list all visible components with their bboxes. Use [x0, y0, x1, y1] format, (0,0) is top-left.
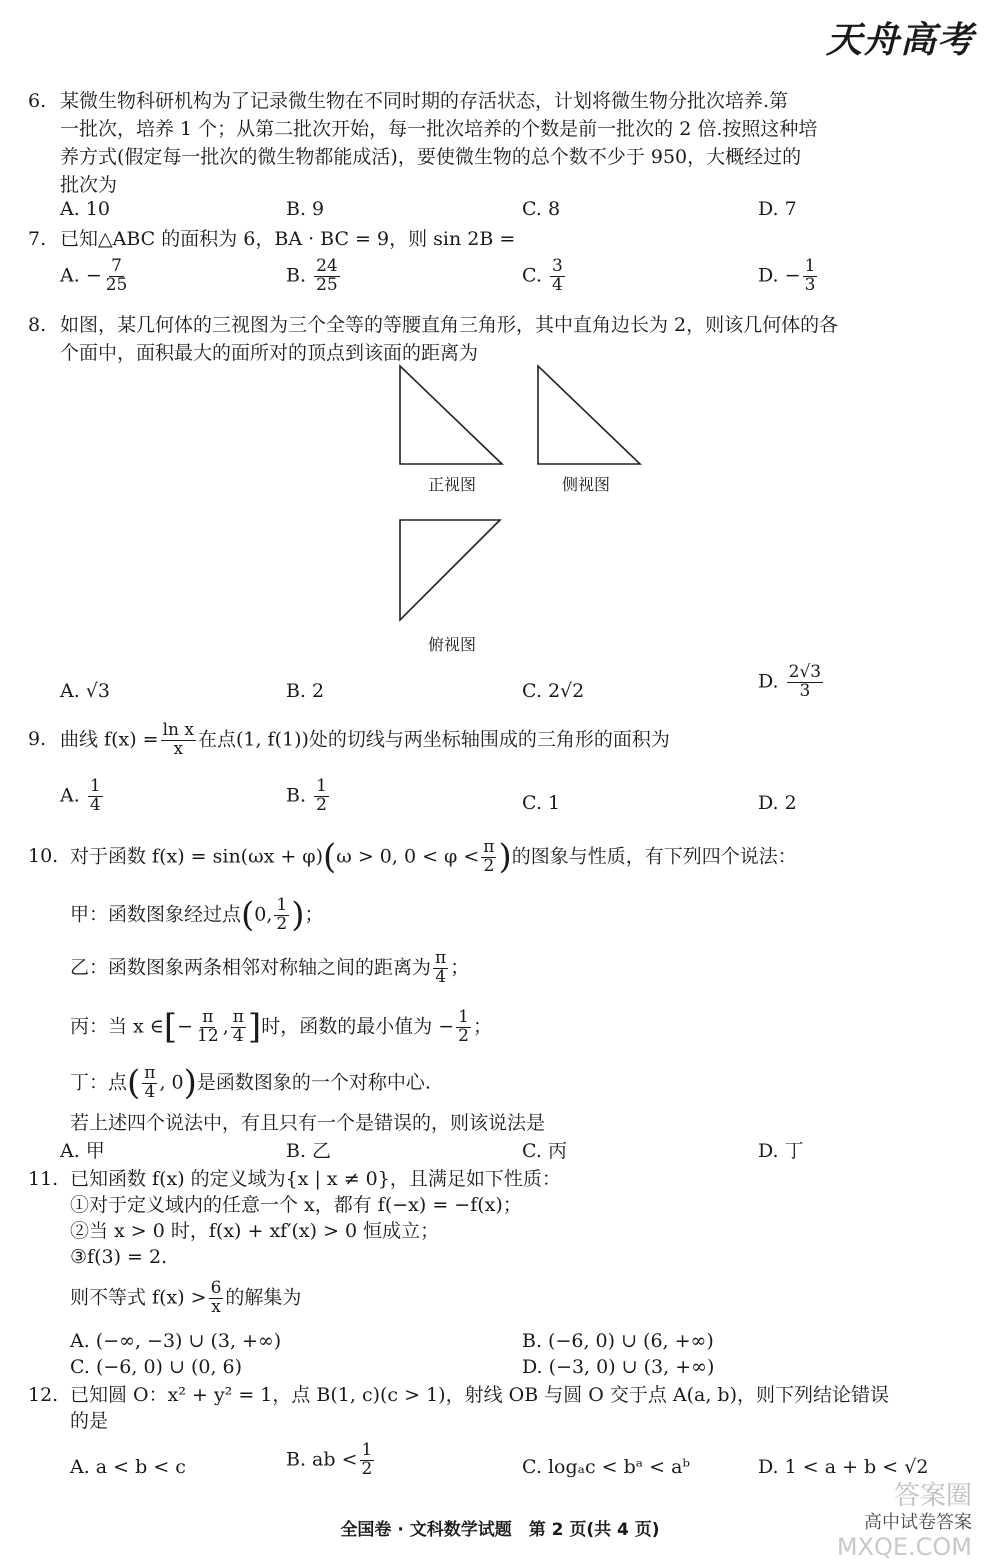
- option-b: B. 2: [286, 680, 325, 702]
- option-a: A. √3: [60, 680, 110, 702]
- question-number: 12.: [28, 1384, 59, 1406]
- fraction: $\frac{\pi}{2}$: [483, 836, 495, 876]
- fraction: $\frac{1}{4}$: [89, 776, 101, 815]
- fraction: $\frac{1}{2}$: [361, 1440, 373, 1479]
- fraction: $\frac{1}{2}$: [316, 776, 327, 815]
- option-b: B. (−6, 0) ∪ (6, +∞): [522, 1330, 714, 1352]
- fraction: $\frac{1}{2}$: [276, 894, 288, 934]
- option-a: A. $\frac{1}{4}$: [60, 776, 101, 815]
- option-d: D. (−3, 0) ∪ (3, +∞): [522, 1356, 715, 1378]
- top-view-triangle: [400, 520, 500, 620]
- question-number: 6.: [28, 90, 47, 112]
- top-view-caption: 俯视图: [428, 635, 477, 654]
- question-text: 某微生物科研机构为了记录微生物在不同时期的存活状态，计划将微生物分批次培养.第: [60, 90, 789, 112]
- fraction: $\frac{\text{ln x}}{x}$: [162, 720, 194, 759]
- watermark-url: MXQE.COM: [836, 1533, 972, 1561]
- option-b: B. ab < $\frac{1}{2}$: [286, 1440, 373, 1479]
- front-view-triangle: [400, 366, 502, 464]
- side-view-caption: 侧视图: [562, 475, 611, 494]
- question-text: 批次为: [60, 174, 118, 196]
- three-view-figure: [390, 360, 650, 660]
- page-footer: 全国卷 · 文科数学试题 第 2 页(共 4 页): [340, 1520, 660, 1540]
- option-c: C. (−6, 0) ∪ (0, 6): [70, 1356, 243, 1378]
- question-text: 的是: [70, 1410, 109, 1432]
- fraction: $\frac{7}{25}$: [105, 256, 128, 295]
- question-text: 个面中，面积最大的面所对的顶点到该面的距离为: [60, 342, 479, 364]
- question-text: 已知函数 f(x) 的定义域为{x | x ≠ 0}，且满足如下性质：: [70, 1168, 561, 1190]
- fraction: $\frac{1}{3}$: [804, 256, 816, 295]
- option-a: A. (−∞, −3) ∪ (3, +∞): [70, 1330, 282, 1352]
- fraction: $\frac{24}{25}$: [316, 256, 338, 295]
- question-number: 7.: [28, 228, 47, 250]
- fraction: $\frac{1}{2}$: [458, 1006, 469, 1046]
- fraction: $\frac{\pi}{4}$: [232, 1006, 244, 1046]
- question-number: 9.: [28, 728, 47, 751]
- option-c: C. $\frac{3}{4}$: [522, 256, 563, 295]
- option-a: A. 甲: [60, 1140, 105, 1162]
- question-text: 若上述四个说法中，有且只有一个是错误的，则该说法是: [70, 1112, 546, 1134]
- question-number: 10.: [28, 845, 59, 868]
- option-b: B. $\frac{1}{2}$: [286, 776, 327, 815]
- property-1: ①对于定义域内的任意一个 x，都有 f(−x) = −f(x)；: [70, 1194, 522, 1216]
- option-d: D. − $\frac{1}{3}$: [758, 256, 816, 295]
- option-c: C. 8: [522, 198, 561, 220]
- fraction: $\frac{2√3}{3}$: [788, 662, 822, 701]
- option-c: C. 2√2: [522, 680, 585, 702]
- statement-ding: 丁：点( $\frac{\pi}{4}$ , 0)是函数图象的一个对称中心.: [70, 1062, 431, 1103]
- option-d: D. $\frac{2√3}{3}$: [758, 662, 822, 701]
- option-a: A. 10: [60, 198, 110, 220]
- option-c: C. logₐc < bᵃ < aᵇ: [522, 1456, 691, 1478]
- option-c: C. 丙: [522, 1140, 567, 1162]
- fraction: $\frac{3}{4}$: [551, 256, 563, 295]
- question-text: 已知圆 O：x² + y² = 1，点 B(1, c)(c > 1)，射线 OB 与圆 O 交于点 A(a, b)，则下列结论错误: [70, 1384, 890, 1406]
- watermark-text: 高中试卷答案: [864, 1512, 972, 1533]
- question-text: 已知△ABC 的面积为 6，BA · BC = 9，则 sin 2B =: [60, 228, 516, 250]
- statement-yi: 乙：函数图象两条相邻对称轴之间的距离为 $\frac{\pi}{4}$ ；: [70, 948, 470, 987]
- question-text: 则不等式 f(x) > $\frac{6}{x}$ 的解集为: [70, 1278, 302, 1317]
- option-d: D. 2: [758, 792, 797, 814]
- question-number: 11.: [28, 1168, 59, 1190]
- front-view-caption: 正视图: [428, 475, 477, 494]
- option-a: A. − $\frac{7}{25}$: [60, 256, 128, 295]
- fraction: $\frac{6}{x}$: [210, 1278, 222, 1317]
- option-d: D. 7: [758, 198, 797, 220]
- side-view-triangle: [538, 366, 640, 464]
- fraction: $\frac{\pi}{12}$: [197, 1006, 219, 1046]
- statement-jia: 甲：函数图象经过点(0, $\frac{1}{2}$ )；: [70, 894, 324, 935]
- option-b: B. 乙: [286, 1140, 332, 1162]
- fraction: $\frac{\pi}{4}$: [144, 1062, 156, 1102]
- brand-logo: 天舟高考: [825, 20, 974, 61]
- option-d: D. 1 < a + b < √2: [758, 1456, 929, 1478]
- option-b: B. $\frac{24}{25}$: [286, 256, 338, 295]
- option-c: C. 1: [522, 792, 561, 814]
- property-3: ③f(3) = 2.: [70, 1246, 168, 1268]
- option-a: A. a < b < c: [70, 1456, 186, 1478]
- property-2: ②当 x > 0 时，f(x) + xf′(x) > 0 恒成立；: [70, 1220, 440, 1242]
- option-b: B. 9: [286, 198, 325, 220]
- watermark-logo: 答案圈: [893, 1481, 972, 1511]
- question-number: 8.: [28, 314, 47, 336]
- question-text: 养方式(假定每一批次的微生物都能成活)，要使微生物的总个数不少于 950，大概经过的: [60, 146, 802, 168]
- fraction: $\frac{\pi}{4}$: [435, 948, 447, 987]
- statement-bing: 丙：当 x ∈[− $\frac{\pi}{12}$ , $\frac{\pi}{4}$ ]时，函数的最小值为 − $\frac{1}{2}$ ；: [70, 1006, 492, 1047]
- option-d: D. 丁: [758, 1140, 804, 1162]
- question-text: 如图，某几何体的三视图为三个全等的等腰直角三角形，其中直角边长为 2，则该几何体的各: [60, 314, 839, 336]
- question-text: 一批次，培养 1 个；从第二批次开始，每一批次培养的个数是前一批次的 2 倍.按照这种培: [60, 118, 818, 140]
